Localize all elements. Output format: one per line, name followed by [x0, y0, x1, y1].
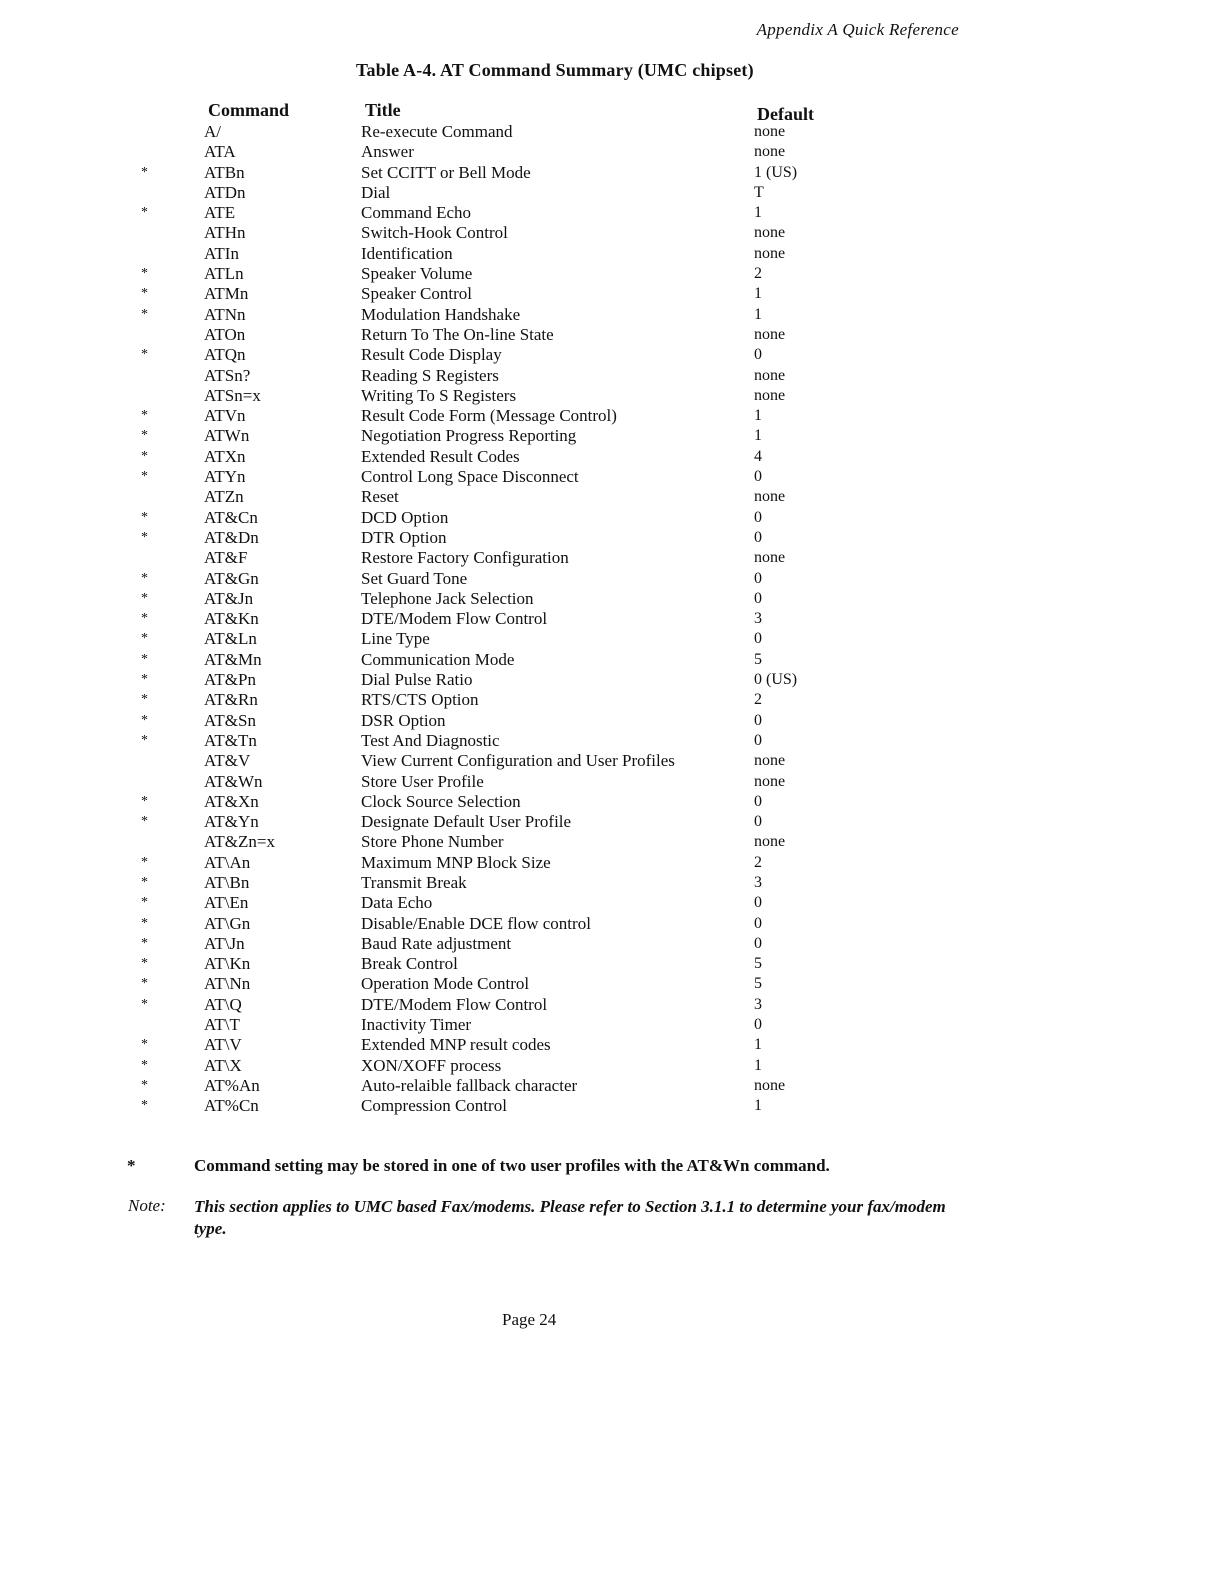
column-header-command: Command	[208, 100, 290, 120]
row-star-marker: *	[141, 814, 148, 830]
row-star-marker: *	[141, 631, 148, 647]
row-title: Writing To S Registers	[361, 385, 517, 405]
row-star-marker: *	[141, 469, 148, 485]
row-default: T	[754, 183, 764, 201]
table-row	[0, 751, 1224, 771]
row-command: ATE	[204, 203, 236, 223]
row-command: AT\V	[204, 1035, 242, 1055]
row-star-marker: *	[141, 570, 148, 586]
row-title: Speaker Control	[361, 284, 472, 304]
row-title: Set CCITT or Bell Mode	[361, 162, 531, 182]
row-title: Line Type	[361, 629, 430, 649]
row-command: ATHn	[204, 223, 246, 243]
row-default: 1	[754, 1056, 762, 1074]
row-command: AT&Tn	[204, 730, 257, 750]
row-title: Communication Mode	[361, 649, 515, 669]
table-row	[0, 974, 1224, 994]
row-default: none	[754, 386, 786, 404]
row-title: Speaker Volume	[361, 264, 473, 284]
row-star-marker: *	[141, 611, 148, 627]
row-title: Dial Pulse Ratio	[361, 670, 473, 690]
row-title: Transmit Break	[361, 872, 467, 892]
row-command: AT&Xn	[204, 791, 259, 811]
row-title: Auto-relaible fallback character	[361, 1075, 578, 1095]
row-command: AT&Mn	[204, 649, 262, 669]
row-star-marker: *	[141, 651, 148, 667]
row-command: AT&Cn	[204, 507, 258, 527]
row-default: 0	[754, 914, 762, 932]
row-default: 3	[754, 610, 762, 628]
row-title: Re-execute Command	[361, 122, 513, 141]
row-command: ATYn	[204, 467, 246, 487]
table-row	[0, 366, 1224, 386]
table-row	[0, 954, 1224, 974]
row-default: 1	[754, 1097, 762, 1115]
row-command: ATXn	[204, 446, 246, 466]
table-row	[0, 731, 1224, 751]
row-title: Answer	[361, 142, 414, 162]
row-default: none	[754, 549, 786, 567]
row-star-marker: *	[141, 1057, 148, 1073]
row-command: AT&Pn	[204, 670, 256, 690]
row-default: none	[754, 772, 786, 790]
command-table	[0, 122, 1224, 1117]
row-command: AT&Jn	[204, 588, 254, 608]
row-title: Store User Profile	[361, 771, 484, 791]
row-default: 2	[754, 691, 762, 709]
row-default: none	[754, 488, 786, 506]
row-default: 0	[754, 528, 762, 546]
row-default: none	[754, 123, 786, 140]
row-star-marker: *	[141, 1098, 148, 1114]
row-default: 0	[754, 894, 762, 912]
table-row	[0, 1015, 1224, 1035]
row-default: 4	[754, 447, 762, 465]
row-default: 1	[754, 285, 762, 303]
row-star-marker: *	[141, 448, 148, 464]
row-title: DCD Option	[361, 507, 449, 527]
row-command: ATA	[204, 142, 236, 162]
row-title: DTE/Modem Flow Control	[361, 994, 548, 1014]
table-row	[0, 223, 1224, 243]
row-default: 1	[754, 305, 762, 323]
table-row	[0, 995, 1224, 1015]
table-row	[0, 122, 1224, 142]
row-default: none	[754, 752, 786, 770]
row-default: 0	[754, 1016, 762, 1034]
table-row	[0, 508, 1224, 528]
row-title: DTE/Modem Flow Control	[361, 609, 548, 629]
row-default: 0	[754, 630, 762, 648]
table-row	[0, 548, 1224, 568]
table-row	[0, 609, 1224, 629]
row-default: 5	[754, 650, 762, 668]
table-row	[0, 569, 1224, 589]
row-title: Operation Mode Control	[361, 974, 530, 994]
row-star-marker: *	[141, 306, 148, 322]
row-title: Inactivity Timer	[361, 1015, 472, 1035]
row-title: Disable/Enable DCE flow control	[361, 913, 591, 933]
row-default: 1	[754, 427, 762, 445]
row-default: 1	[754, 1036, 762, 1054]
row-title: Restore Factory Configuration	[361, 548, 569, 568]
note-label: Note:	[128, 1196, 166, 1215]
row-command: AT%Cn	[204, 1096, 259, 1116]
row-title: Data Echo	[361, 893, 433, 913]
row-default: 0	[754, 934, 762, 952]
row-star-marker: *	[141, 874, 148, 890]
row-command: AT&Sn	[204, 710, 256, 730]
table-row	[0, 203, 1224, 223]
row-star-marker: *	[141, 286, 148, 302]
row-title: Test And Diagnostic	[361, 730, 500, 750]
column-header-default: Default	[757, 104, 814, 124]
row-command: AT&Ln	[204, 629, 257, 649]
table-row	[0, 264, 1224, 284]
row-command: AT\Jn	[204, 933, 245, 953]
row-default: none	[754, 1076, 786, 1094]
row-star-marker: *	[141, 205, 148, 221]
table-row	[0, 873, 1224, 893]
row-star-marker: *	[141, 854, 148, 870]
row-default: 1	[754, 204, 762, 222]
row-command: AT\T	[204, 1015, 240, 1035]
row-title: Set Guard Tone	[361, 568, 468, 588]
row-default: 5	[754, 955, 762, 973]
table-row	[0, 690, 1224, 710]
table-row	[0, 934, 1224, 954]
row-command: AT&Wn	[204, 771, 263, 791]
row-command: AT&Kn	[204, 609, 259, 629]
row-title: RTS/CTS Option	[361, 690, 479, 710]
row-title: Reset	[361, 487, 399, 507]
table-row	[0, 893, 1224, 913]
table-row	[0, 284, 1224, 304]
row-command: AT\X	[204, 1055, 242, 1075]
table-row	[0, 528, 1224, 548]
row-title: Store Phone Number	[361, 832, 504, 852]
row-title: Negotiation Progress Reporting	[361, 426, 577, 446]
table-row	[0, 772, 1224, 792]
row-title: XON/XOFF process	[361, 1055, 502, 1075]
row-title: DSR Option	[361, 710, 446, 730]
row-default: 0	[754, 589, 762, 607]
row-title: DTR Option	[361, 527, 447, 547]
table-row	[0, 345, 1224, 365]
row-title: Result Code Form (Message Control)	[361, 406, 617, 426]
row-star-marker: *	[141, 956, 148, 972]
footnote-text: Command setting may be stored in one of two user profiles with the AT&Wn command.	[194, 1156, 830, 1175]
row-command: ATVn	[204, 406, 246, 426]
table-row	[0, 1056, 1224, 1076]
row-title: View Current Configuration and User Profiles	[361, 751, 675, 771]
row-command: AT&V	[204, 751, 251, 771]
table-row	[0, 386, 1224, 406]
row-title: Command Echo	[361, 203, 472, 223]
row-default: 0 (US)	[754, 671, 798, 689]
row-default: 0	[754, 813, 762, 831]
row-star-marker: *	[141, 996, 148, 1012]
row-default: 2	[754, 853, 762, 871]
row-title: Modulation Handshake	[361, 304, 521, 324]
row-star-marker: *	[141, 1037, 148, 1053]
row-command: ATSn=x	[204, 385, 261, 405]
row-title: Dial	[361, 182, 391, 202]
row-star-marker: *	[141, 692, 148, 708]
column-header-title: Title	[365, 100, 401, 120]
row-star-marker: *	[141, 164, 148, 180]
row-star-marker: *	[141, 509, 148, 525]
table-row	[0, 853, 1224, 873]
row-title: Telephone Jack Selection	[361, 588, 534, 608]
table-row	[0, 244, 1224, 264]
table-row	[0, 589, 1224, 609]
page-number: Page 24	[502, 1310, 557, 1329]
row-default: none	[754, 325, 786, 343]
row-command: ATBn	[204, 162, 245, 182]
table-row	[0, 305, 1224, 325]
row-command: AT&Rn	[204, 690, 258, 710]
row-command: ATOn	[204, 324, 246, 344]
row-command: AT\Gn	[204, 913, 251, 933]
table-row	[0, 325, 1224, 345]
table-row	[0, 914, 1224, 934]
note-text: This section applies to UMC based Fax/modems. Please refer to Section 3.1.1 to determine your fax/modem type.	[194, 1197, 946, 1238]
row-command: A/	[204, 122, 221, 141]
row-command: AT&Dn	[204, 527, 259, 547]
row-title: Identification	[361, 243, 453, 263]
row-command: AT&F	[204, 548, 248, 568]
row-title: Break Control	[361, 954, 458, 974]
row-command: ATZn	[204, 487, 244, 507]
table-row	[0, 1076, 1224, 1096]
table-row	[0, 447, 1224, 467]
row-title: Result Code Display	[361, 345, 502, 365]
row-default: none	[754, 366, 786, 384]
row-title: Control Long Space Disconnect	[361, 467, 579, 487]
row-star-marker: *	[141, 895, 148, 911]
row-title: Switch-Hook Control	[361, 223, 508, 243]
row-command: ATSn?	[204, 365, 251, 385]
row-command: AT\Bn	[204, 872, 250, 892]
row-title: Extended Result Codes	[361, 446, 520, 466]
row-default: 0	[754, 468, 762, 486]
row-title: Clock Source Selection	[361, 791, 521, 811]
table-row	[0, 163, 1224, 183]
row-title: Compression Control	[361, 1096, 507, 1116]
row-star-marker: *	[141, 1077, 148, 1093]
row-default: 1	[754, 407, 762, 425]
row-star-marker: *	[141, 935, 148, 951]
row-command: ATMn	[204, 284, 249, 304]
row-command: ATIn	[204, 243, 239, 263]
table-row	[0, 629, 1224, 649]
footnote-marker: *	[127, 1156, 136, 1175]
row-star-marker: *	[141, 672, 148, 688]
row-star-marker: *	[141, 976, 148, 992]
row-command: AT&Yn	[204, 812, 259, 832]
row-default: none	[754, 224, 786, 242]
row-default: 1 (US)	[754, 163, 798, 181]
row-default: 3	[754, 995, 762, 1013]
table-row	[0, 792, 1224, 812]
row-star-marker: *	[141, 712, 148, 728]
row-command: AT\En	[204, 893, 249, 913]
table-row	[0, 142, 1224, 162]
row-command: ATDn	[204, 182, 246, 202]
row-title: Reading S Registers	[361, 365, 499, 385]
row-default: none	[754, 833, 786, 851]
table-row	[0, 711, 1224, 731]
table-title: Table A-4. AT Command Summary (UMC chipset)	[356, 60, 754, 80]
row-title: Designate Default User Profile	[361, 812, 572, 832]
row-default: 5	[754, 975, 762, 993]
row-command: ATWn	[204, 426, 250, 446]
row-title: Return To The On-line State	[361, 324, 554, 344]
row-command: ATLn	[204, 264, 244, 284]
row-default: 0	[754, 346, 762, 364]
table-row	[0, 467, 1224, 487]
row-star-marker: *	[141, 732, 148, 748]
table-row	[0, 832, 1224, 852]
row-command: AT\Q	[204, 994, 242, 1014]
table-row	[0, 183, 1224, 203]
row-title: Maximum MNP Block Size	[361, 852, 551, 872]
row-default: 0	[754, 711, 762, 729]
table-row	[0, 1096, 1224, 1116]
table-row	[0, 812, 1224, 832]
row-star-marker: *	[141, 266, 148, 282]
row-star-marker: *	[141, 590, 148, 606]
running-header: Appendix A Quick Reference	[756, 20, 959, 39]
row-star-marker: *	[141, 915, 148, 931]
table-row	[0, 1035, 1224, 1055]
row-star-marker: *	[141, 793, 148, 809]
row-default: 0	[754, 792, 762, 810]
row-command: AT&Gn	[204, 568, 259, 588]
table-row	[0, 406, 1224, 426]
row-star-marker: *	[141, 347, 148, 363]
row-star-marker: *	[141, 428, 148, 444]
row-command: AT%An	[204, 1075, 260, 1095]
table-row	[0, 670, 1224, 690]
table-row	[0, 426, 1224, 446]
row-default: 3	[754, 873, 762, 891]
row-title: Baud Rate adjustment	[361, 933, 512, 953]
row-default: 2	[754, 265, 762, 283]
table-row	[0, 650, 1224, 670]
row-star-marker: *	[141, 408, 148, 424]
row-default: 0	[754, 569, 762, 587]
row-default: none	[754, 143, 786, 161]
row-command: AT\Nn	[204, 974, 251, 994]
row-default: 0	[754, 508, 762, 526]
row-default: none	[754, 244, 786, 262]
row-star-marker: *	[141, 529, 148, 545]
row-command: AT\Kn	[204, 954, 251, 974]
row-title: Extended MNP result codes	[361, 1035, 551, 1055]
row-default: 0	[754, 731, 762, 749]
row-command: AT&Zn=x	[204, 832, 275, 852]
row-command: ATQn	[204, 345, 246, 365]
row-command: ATNn	[204, 304, 246, 324]
row-command: AT\An	[204, 852, 251, 872]
table-row	[0, 487, 1224, 507]
